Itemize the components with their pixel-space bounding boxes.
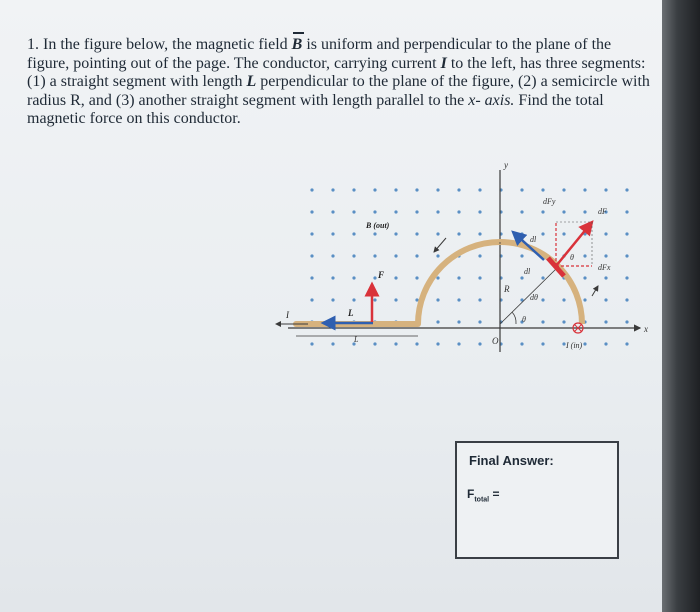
dFy-label: dFy [543, 197, 556, 206]
field-dot [436, 298, 439, 301]
field-dot [625, 276, 628, 279]
field-dot [541, 342, 544, 345]
radius-label: R [504, 284, 510, 294]
field-dot [457, 276, 460, 279]
field-dot [373, 188, 376, 191]
field-dot [583, 276, 586, 279]
field-dot [478, 342, 481, 345]
field-dot [583, 210, 586, 213]
field-dot [394, 342, 397, 345]
field-dot [520, 254, 523, 257]
field-dot [457, 298, 460, 301]
b-field-label: B (out) [366, 221, 390, 230]
field-dot [478, 210, 481, 213]
field-dot [394, 188, 397, 191]
field-dot [583, 254, 586, 257]
field-dot [520, 276, 523, 279]
field-dot [604, 342, 607, 345]
field-dot [394, 210, 397, 213]
question-part-1: In the figure below, the magnetic field [39, 36, 292, 53]
field-dot [478, 188, 481, 191]
field-dot [625, 320, 628, 323]
field-dot [457, 210, 460, 213]
field-dot [457, 320, 460, 323]
field-dot [583, 298, 586, 301]
field-dot [331, 232, 334, 235]
field-dot [310, 276, 313, 279]
field-dot [562, 210, 565, 213]
field-dot [352, 188, 355, 191]
current-label: I [286, 310, 289, 320]
field-dot [604, 254, 607, 257]
field-dot [520, 188, 523, 191]
field-dot [331, 188, 334, 191]
field-dot [457, 342, 460, 345]
page-edge-shadow [662, 0, 700, 612]
field-dot [436, 188, 439, 191]
field-dot [604, 320, 607, 323]
field-dot [373, 276, 376, 279]
field-dot [373, 342, 376, 345]
field-dot [373, 298, 376, 301]
field-dot [541, 320, 544, 323]
x-axis-term: x- axis. [468, 91, 515, 109]
field-dot [562, 298, 565, 301]
field-dot [604, 232, 607, 235]
field-dot [583, 342, 586, 345]
field-dot [310, 254, 313, 257]
question-part-4: perpendicular to the plane of the figure, (2) a semicircle with radius R, and (3) another straight segment with length parallel to the [27, 73, 650, 109]
field-dot [625, 254, 628, 257]
field-dot [562, 320, 565, 323]
question-part-2: is uniform and perpendicular to the plane of the figure, pointing out of the page. The conductor, carrying current [27, 36, 612, 72]
field-dot [415, 276, 418, 279]
length-dimension-label: L [354, 335, 359, 344]
field-dot [541, 188, 544, 191]
dFx-label: dFx [598, 263, 611, 272]
field-dot [394, 298, 397, 301]
field-dot [373, 254, 376, 257]
field-dot [604, 298, 607, 301]
field-dot [331, 254, 334, 257]
field-dot [415, 210, 418, 213]
question-part-3: to the left, has three segments: (1) a straight segment with length [27, 54, 646, 91]
field-dot [373, 232, 376, 235]
field-dot [478, 232, 481, 235]
field-dot [520, 210, 523, 213]
field-dot [394, 232, 397, 235]
field-dot [310, 188, 313, 191]
length-vector-label: L [348, 308, 354, 318]
field-dot [436, 210, 439, 213]
field-dot [373, 210, 376, 213]
total-force-equals: = [489, 487, 500, 501]
field-dot [478, 254, 481, 257]
field-dot [415, 254, 418, 257]
field-dot [310, 342, 313, 345]
field-dot [457, 232, 460, 235]
field-dot [310, 210, 313, 213]
field-dot [436, 342, 439, 345]
field-dot [352, 298, 355, 301]
field-dot [436, 232, 439, 235]
total-force-symbol: F [467, 487, 475, 501]
dl-label: dl [524, 267, 531, 276]
dl-vector-label: dl [530, 235, 537, 244]
field-dot [478, 320, 481, 323]
origin-label: O [492, 336, 499, 346]
total-force-subscript: total [474, 496, 490, 504]
current-in-label: I (in) [566, 341, 583, 350]
y-axis-label: y [504, 160, 508, 170]
question-part-5: Find the total magnetic force on this conductor. [27, 91, 604, 128]
theta-bottom-label: θ [522, 315, 526, 324]
field-dot [625, 210, 628, 213]
field-dot [478, 298, 481, 301]
field-dot [352, 232, 355, 235]
total-force-field[interactable] [467, 487, 499, 503]
current-symbol: I [440, 54, 447, 72]
field-dot [415, 188, 418, 191]
dtheta-label: dθ [530, 293, 538, 302]
field-dot [331, 210, 334, 213]
field-dot [541, 210, 544, 213]
b-field-symbol: B [291, 36, 303, 53]
question-text [27, 36, 652, 129]
field-dot [520, 232, 523, 235]
field-dot [331, 276, 334, 279]
field-dot [604, 188, 607, 191]
field-dot [331, 342, 334, 345]
field-dot [436, 254, 439, 257]
field-dot [394, 254, 397, 257]
theta-arc [512, 312, 516, 324]
conductor-figure [268, 160, 658, 390]
pointer-arrow-left [434, 238, 446, 252]
field-dot [457, 188, 460, 191]
dF-label: dF [598, 207, 607, 216]
dF-arrow [556, 222, 592, 266]
field-dot [310, 232, 313, 235]
field-dot [541, 276, 544, 279]
field-dot [352, 210, 355, 213]
field-dot [352, 254, 355, 257]
field-dot [604, 276, 607, 279]
field-dot [562, 188, 565, 191]
field-dot [541, 232, 544, 235]
field-dot [625, 342, 628, 345]
field-dot [436, 320, 439, 323]
field-dot [541, 298, 544, 301]
field-dot [415, 298, 418, 301]
x-axis-label: x [644, 324, 648, 334]
field-dot [436, 276, 439, 279]
field-dot [625, 232, 628, 235]
field-dot [331, 298, 334, 301]
field-dot [352, 276, 355, 279]
final-answer-box[interactable] [455, 441, 619, 559]
pointer-arrow-right [592, 286, 598, 296]
length-symbol: L [246, 73, 257, 91]
field-dot [583, 188, 586, 191]
question-number: 1. [27, 36, 39, 53]
radius-to-element [500, 268, 557, 324]
final-answer-title: Final Answer: [469, 453, 554, 468]
field-dot [415, 342, 418, 345]
field-dot [625, 188, 628, 191]
field-dot [415, 232, 418, 235]
theta-top-label: θ [570, 253, 574, 262]
field-dot [394, 276, 397, 279]
field-dot [478, 276, 481, 279]
field-dot [625, 298, 628, 301]
force-label: F [378, 270, 385, 280]
field-dot [310, 298, 313, 301]
field-dot [520, 342, 523, 345]
field-dot [562, 232, 565, 235]
